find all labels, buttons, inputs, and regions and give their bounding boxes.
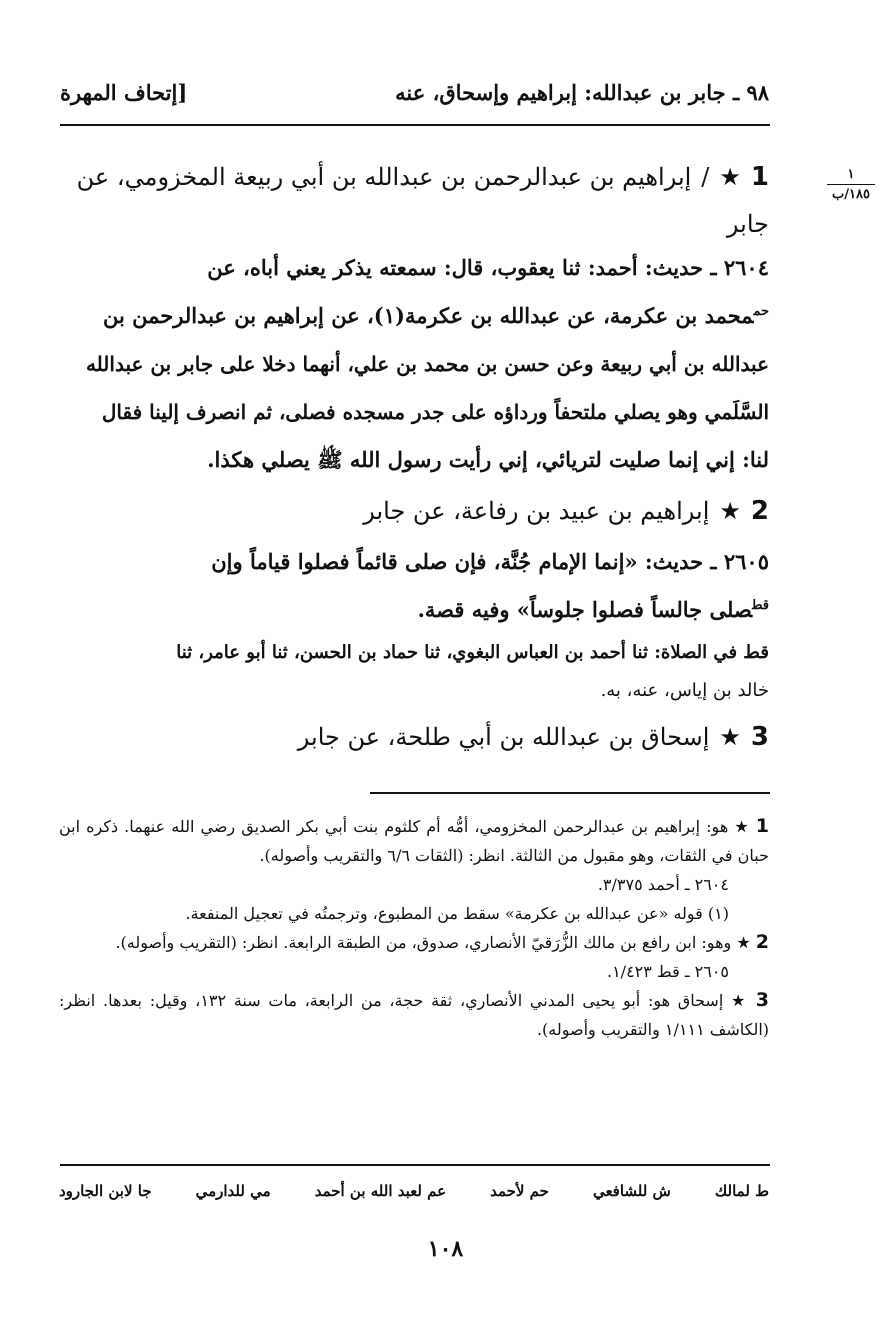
margin-note-bottom: ١٨٥/ب [832,187,870,202]
footnote-rule [370,792,770,794]
page-number: ١٠٨ [427,1236,464,1262]
footnote-text: هو: إبراهيم بن عبدالرحمن المخزومي، أمُّه أم كلثوم بنت أبي بكر الصديق رضي الله عنهما. ذكره ابن حبان في الثقات، وهو مقبول من الثالثة. انظر: (الثقات ٦/٦ والتقريب وأصوله). [59,817,769,865]
narrator-entry-1-cont [59,204,769,244]
footnote-ref-2605: ٢٦٠٥ ـ قط ١/٤٢٣. [606,962,729,981]
header-rule [60,124,770,126]
abbreviation: جا لابن الجارود [59,1182,152,1200]
footnote-ref-1: (١) قوله «عن عبدالله بن عكرمة» سقط من المطبوع، وترجمتُه في تعجيل المنفعة. [185,904,729,923]
narrator-entry-1 [59,150,769,204]
abbreviations-rule [60,1164,770,1166]
entry-number: 1 [750,162,769,192]
abbreviation: عم لعبد الله بن أحمد [314,1182,447,1200]
takhrij-2605 [59,634,769,710]
running-title: ٩٨ ـ جابر بن عبدالله: إبراهيم وإسحاق، عنه [395,80,769,105]
abbreviation: ط لمالك [714,1182,769,1200]
book-title: [إتحاف المهرة [60,80,188,105]
star-icon: ★ [719,497,741,525]
source-tag: قط [752,598,769,613]
margin-note-top: ١ [847,167,855,182]
hadith-line: لنا: إني إنما صليت لتريائي، إني رأيت رسول الله ﷺ يصلي هكذا. [207,447,769,472]
margin-folio-note [821,166,881,203]
takhrij-line: خالد بن إياس، عنه، به. [600,680,769,701]
hadith-line: $^{قط}$صلى جالساً فصلوا جلوساً» وفيه قصة. [417,597,769,622]
footnote-ref-2604: ٢٦٠٤ ـ أحمد ٣/٣٧٥. [597,875,729,894]
footnote-number: 2 [755,931,769,953]
narrator-entry-2 [59,484,769,538]
footnote-number: 1 [755,815,769,837]
star-icon: ★ [719,163,741,191]
hadith-line: ٢٦٠٤ ـ حديث: أحمد: ثنا يعقوب، قال: سمعته يذكر يعني أباه، عن [207,255,769,280]
abbreviation: ش للشافعي [592,1182,671,1200]
narrator-name: إبراهيم بن عبدالرحمن بن عبدالله بن أبي ربيعة المخزومي، عن [76,163,692,191]
narrator-name-cont: جابر [726,210,769,238]
star-icon: ★ [719,723,741,751]
narrator-name: إبراهيم بن عبيد بن رفاعة، عن جابر [363,497,710,525]
footnote-text: وهو: ابن رافع بن مالك الزُّرَقيّ الأنصاري، صدوق، من الطبقة الرابعة. انظر: (التقريب وأصوله). [115,933,732,952]
footnote-1 [59,812,769,870]
narrator-entry-3 [59,710,769,764]
footnote-2 [59,928,769,957]
footnote-3 [59,986,769,1044]
narrator-name: إسحاق بن عبدالله بن أبي طلحة، عن جابر [297,723,710,751]
abbreviation: مي للدارمي [195,1182,271,1200]
margin-note-divider [827,184,875,185]
hadith-2605 [59,538,769,634]
hadith-line: السَّلَمي وهو يصلي ملتحفاً ورداؤه على جدر مسجده فصلى، ثم انصرف إلينا فقال [101,400,769,424]
star-icon: ★ [736,933,751,952]
main-text [59,150,769,764]
folio-slash: / [701,163,710,191]
footnote-text: إسحاق هو: أبو يحيى المدني الأنصاري، ثقة حجة، من الرابعة، مات سنة ١٣٢، وقيل: بعدها. انظر: (الكاشف ١/١١١ والتقريب وأصوله). [59,991,769,1039]
footnote-number: 3 [755,989,770,1011]
hadith-line: $^{حم}$محمد بن عكرمة، عن عبدالله بن عكرمة(١)، عن إبراهيم بن عبدالرحمن بن [102,303,769,328]
hadith-line: عبدالله بن أبي ربيعة وعن حسن بن محمد بن علي، أنهما دخلا على جابر بن عبدالله [85,352,769,376]
star-icon: ★ [731,991,749,1010]
footnotes [59,812,769,1044]
star-icon: ★ [734,817,750,836]
abbreviation: حم لأحمد [490,1182,549,1200]
hadith-line: ٢٦٠٥ ـ حديث: «إنما الإمام جُنَّة، فإن صلى قائماً فصلوا قياماً وإن [211,549,769,574]
hadith-2604 [59,244,769,484]
entry-number: 3 [750,722,769,752]
abbreviations-key [59,1182,769,1200]
takhrij-line: قط في الصلاة: ثنا أحمد بن العباس البغوي، ثنا حماد بن الحسن، ثنا أبو عامر، ثنا [176,642,769,663]
source-tag: حم [753,304,769,319]
entry-number: 2 [750,496,769,526]
